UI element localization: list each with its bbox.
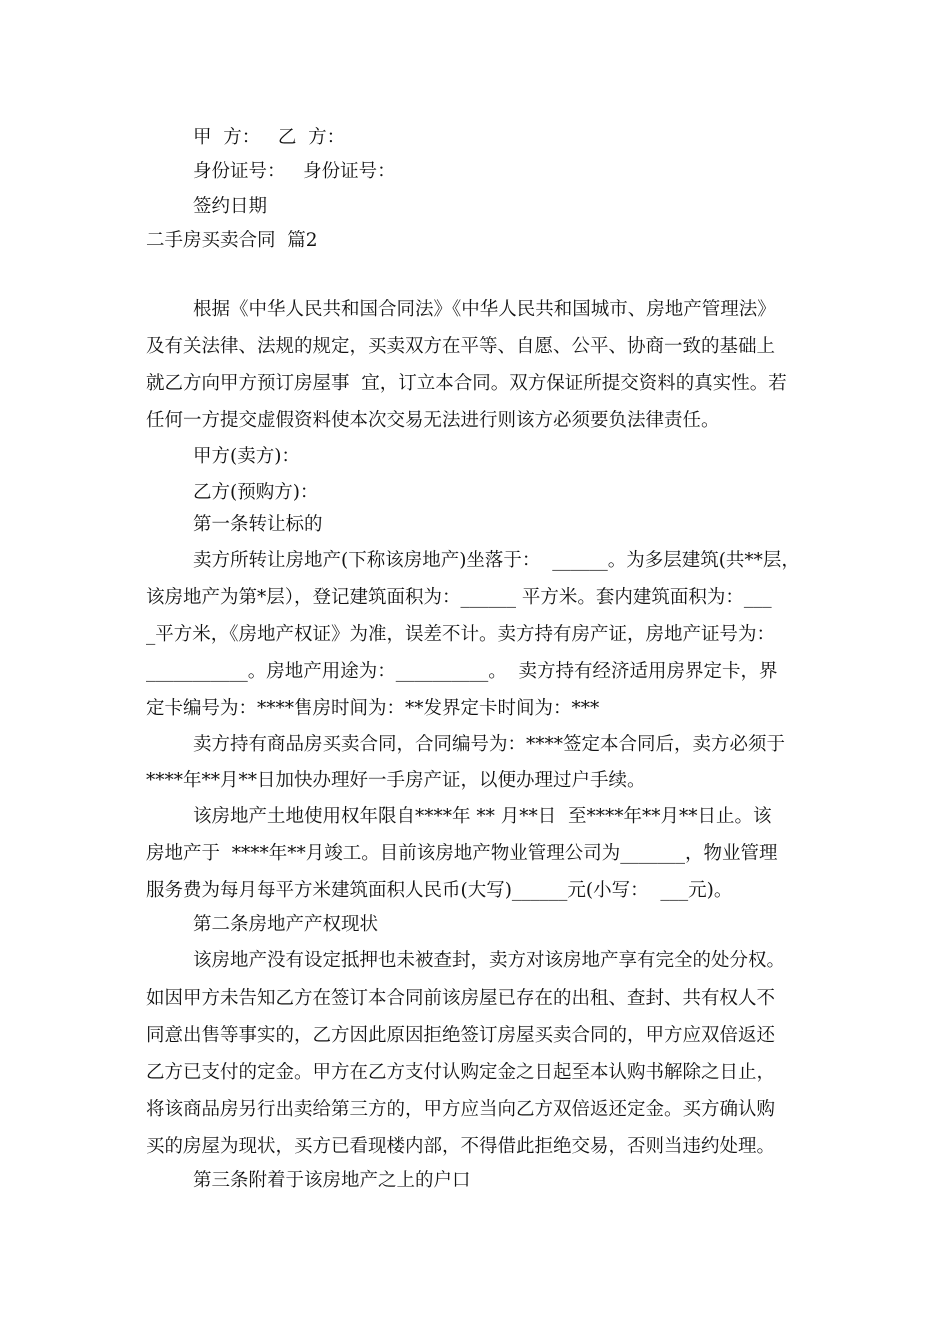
paragraph-line: 服务费为每月每平方米建筑面积人民币(大写)______元(小写： ___元)。 bbox=[146, 880, 733, 901]
paragraph-line: 该房地产土地使用权年限自****年 ** 月**日 至****年**月**日止。该 bbox=[193, 806, 772, 827]
paragraph-line: 该房地产为第*层），登记建筑面积为：______ 平方米。套内建筑面积为：___ bbox=[146, 587, 772, 608]
paragraph-line: 乙方(预购方)： bbox=[193, 482, 319, 503]
paragraph-line: 就乙方向甲方预订房屋事 宜，订立本合同。双方保证所提交资料的真实性。若 bbox=[146, 373, 787, 394]
paragraph-line: 将该商品房另行出卖给第三方的，甲方应当向乙方双倍返还定金。买方确认购 bbox=[146, 1099, 776, 1120]
paragraph-line: 甲方(卖方)： bbox=[193, 446, 300, 467]
paragraph-line: 定卡编号为：****售房时间为：**发界定卡时间为：*** bbox=[146, 698, 600, 719]
clause-heading: 第一条转让标的 bbox=[193, 514, 323, 535]
paragraph-line: 房地产于 ****年**月竣工。目前该房地产物业管理公司为_______，物业管理 bbox=[146, 843, 778, 864]
paragraph-line: 任何一方提交虚假资料使本次交易无法进行则该方必须要负法律责任。 bbox=[146, 410, 720, 431]
section-title: 二手房买卖合同 篇2 bbox=[146, 230, 318, 251]
paragraph-line: 根据《中华人民共和国合同法》《中华人民共和国城市、房地产管理法》 bbox=[193, 299, 776, 320]
paragraph-line: ****年**月**日加快办理好一手房产证，以便办理过户手续。 bbox=[146, 770, 646, 791]
paragraph-line: 买的房屋为现状，买方已看现楼内部，不得借此拒绝交易，否则当违约处理。 bbox=[146, 1136, 776, 1157]
paragraph-line: 如因甲方未告知乙方在签订本合同前该房屋已存在的出租、查封、共有权人不 bbox=[146, 988, 776, 1009]
paragraph-line: 该房地产没有设定抵押也未被查封，卖方对该房地产享有完全的处分权。 bbox=[193, 950, 786, 971]
party-line: 甲 方： 乙 方： bbox=[193, 127, 346, 148]
paragraph-line: 同意出售等事实的，乙方因此原因拒绝签订房屋买卖合同的，甲方应双倍返还 bbox=[146, 1025, 776, 1046]
signing-date-line: 签约日期 bbox=[193, 196, 268, 217]
paragraph-line: _平方米，《房地产权证》为准，误差不计。卖方持有房产证，房地产证号为： bbox=[146, 624, 776, 645]
paragraph-line: 卖方所转让房地产(下称该房地产)坐落于： ______。为多层建筑(共**层， bbox=[193, 550, 800, 571]
id-number-line: 身份证号： 身份证号： bbox=[193, 161, 396, 182]
clause-heading: 第三条附着于该房地产之上的户口 bbox=[193, 1170, 471, 1191]
clause-heading: 第二条房地产产权现状 bbox=[193, 914, 379, 935]
paragraph-line: ___________。房地产用途为：__________。 卖方持有经济适用房界定卡，界 bbox=[146, 661, 778, 682]
paragraph-line: 卖方持有商品房买卖合同，合同编号为：****签定本合同后，卖方必须于 bbox=[193, 734, 786, 755]
paragraph-line: 乙方已支付的定金。甲方在乙方支付认购定金之日起至本认购书解除之日止， bbox=[146, 1062, 776, 1083]
paragraph-line: 及有关法律、法规的规定，买卖双方在平等、自愿、公平、协商一致的基础上 bbox=[146, 336, 776, 357]
